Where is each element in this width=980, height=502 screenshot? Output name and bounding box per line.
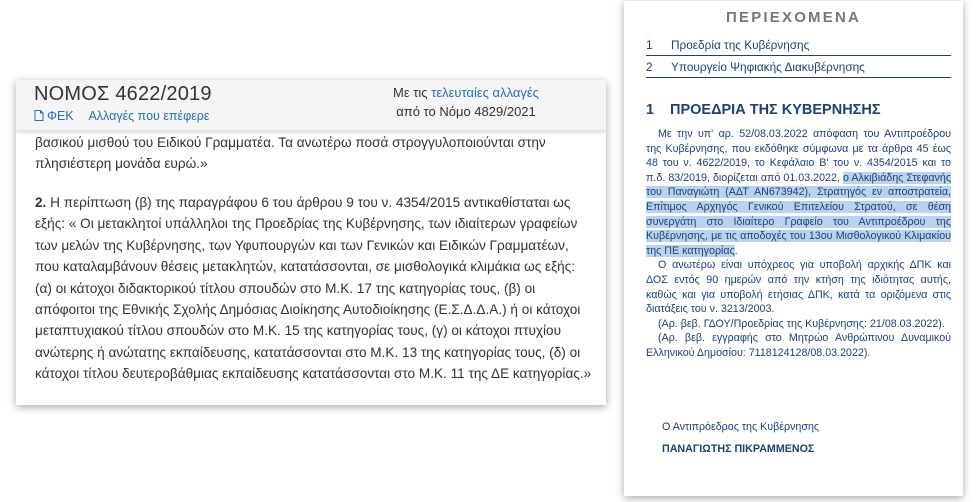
latest-prefix: Με τις xyxy=(393,85,432,100)
law-links xyxy=(34,109,216,123)
changes-link[interactable]: Αλλαγές που επέφερε xyxy=(88,109,210,123)
toc-text: Προεδρία της Κυβέρνησης xyxy=(671,38,810,52)
section-number: 1 xyxy=(646,102,655,118)
highlighted-text: ο Αλκιβιάδης Στεφανής του Παναγιώτη (ΑΔΤ ΑΝ673942), Στρατηγός εν αποστρατεία, Επίτιμος Αρχηγός Γενικού Επιτελείου Στρατού, σε θέση συνεργάτη στο Ιδιαίτερο Γραφείο του Αντιπροέδρου της Κυβέρνησης, με τις αποδοχές του 13ου Μισθολογικού Κλιμακίου της ΠΕ κατηγορίας xyxy=(646,171,951,257)
toc-item-2[interactable] xyxy=(646,57,951,78)
fek-label: ΦΕΚ xyxy=(47,109,74,123)
gazette-page xyxy=(624,1,963,496)
section-title: ΠΡΟΕΔΡΙΑ ΤΗΣ ΚΥΒΕΡΝΗΣΗΣ xyxy=(670,102,881,118)
obligation-paragraph: Ο ανωτέρω είναι υπόχρεος για υποβολή αρχικής ΔΠΚ και ΔΟΣ εντός 90 ημερών από την κτήση της ιδιότητας αυτής, καθώς και για υποβολή ετήσιας ΔΠΚ, κατά τα οριζόμενα στις διατάξεις του ν. 3213/2003. xyxy=(646,259,951,316)
latest-from: από το Νόμο 4829/2021 xyxy=(396,104,536,119)
toc-text: Υπουργείο Ψηφιακής Διακυβέρνησης xyxy=(671,60,865,74)
signer-name: ΠΑΝΑΓΙΩΤΗΣ ΠΙΚΡΑΜΜΕΝΟΣ xyxy=(662,443,815,455)
appointment-paragraph xyxy=(646,127,951,258)
paragraph-number: 2. xyxy=(35,195,47,210)
law-paragraph-partial: βασικού μισθού του Ειδικού Γραμματέα. Τα ανωτέρω ποσά στρογγυλοποιούνται στην πλησιέστερη μονάδα ευρώ.» xyxy=(35,135,546,172)
law-paragraph-2 xyxy=(35,192,595,385)
paragraph-text: Η περίπτωση (β) της παραγράφου 6 του άρθρου 9 του ν. 4354/2015 αντικαθίσταται ως εξής: « Οι μετακλητοί υπάλληλοι της Προεδρίας της Κυβέρνησης, των ιδιαίτερων γραφείων των μελών της Κυβέρνησης, των Υφυπουργών και των Γενικών και Ειδικών Γραμματέων, που καταλαμβάνουν θέσεις μετακλητών, κατατάσσονται, σε μισθολογικά κλιμάκια ως εξής: (α) οι κάτοχοι διδακτορικού τίτλου σπουδών στο Μ.Κ. 17 της κατηγορίας τους, (β) οι απόφοιτοι της Εθνικής Σχολής Δημόσιας Διοίκησης Αυτοδιοίκησης (Ε.Σ.Δ.Δ.Α.) ή οι κάτοχοι μεταπτυχιακού τίτλου σπουδών στο Μ.Κ. 15 της κατηγορίας τους, (γ) οι κάτοχοι πτυχίου ανώτερης ή ανώτατης εκπαίδευσης, κατατάσσονται στο Μ.Κ. 13 της κατηγορίας τους, (δ) οι κάτοχοι τίτλου δευτεροβάθμιας εκπαίδευσης κατατάσσονται στο Μ.Κ. 11 της ΔΕ κατηγορίας.» xyxy=(35,195,592,382)
law-header xyxy=(16,80,606,131)
certificate-paragraph-1: (Αρ. βεβ. ΓΔΟΥ/Προεδρίας της Κυβέρνησης: 21/08.03.2022). xyxy=(658,317,945,330)
signer-role: Ο Αντιπρόεδρος της Κυβέρνησης xyxy=(662,421,820,433)
toc-number: 1 xyxy=(646,38,653,52)
fek-link[interactable] xyxy=(34,109,80,123)
latest-changes-link[interactable]: τελευταίες αλλαγές xyxy=(431,85,539,100)
toc-number: 2 xyxy=(646,60,653,74)
certificate-paragraph-2: (Αρ. βεβ. εγγραφής στο Μητρώο Ανθρώπινου Δυναμικού Ελληνικού Δημοσίου: 7118124128/08.03.2022). xyxy=(646,332,951,359)
toc-title: ΠΕΡΙΕΧΟΜΕΝΑ xyxy=(725,9,862,26)
document-icon xyxy=(34,110,44,121)
law-title: ΝΟΜΟΣ 4622/2019 xyxy=(34,83,212,105)
toc-item-1[interactable] xyxy=(646,35,951,56)
appointment-text: Με την υπ' αρ. 52/08.03.2022 απόφαση του Αντιπροέδρου της Κυβέρνησης, που εκδόθηκε σύμφωνα με τα άρθρα 45 έως 48 του ν. 4622/2019, το Κεφάλαιο Β' του ν. 4354/2015 και το π.δ. 83/2019, διορίζεται από 01.03.2022, xyxy=(646,128,951,184)
appointment-end: . xyxy=(734,244,738,257)
latest-changes-info xyxy=(356,83,576,121)
section-heading xyxy=(646,102,881,118)
section-body xyxy=(646,127,951,361)
law-viewer-panel xyxy=(16,80,606,405)
